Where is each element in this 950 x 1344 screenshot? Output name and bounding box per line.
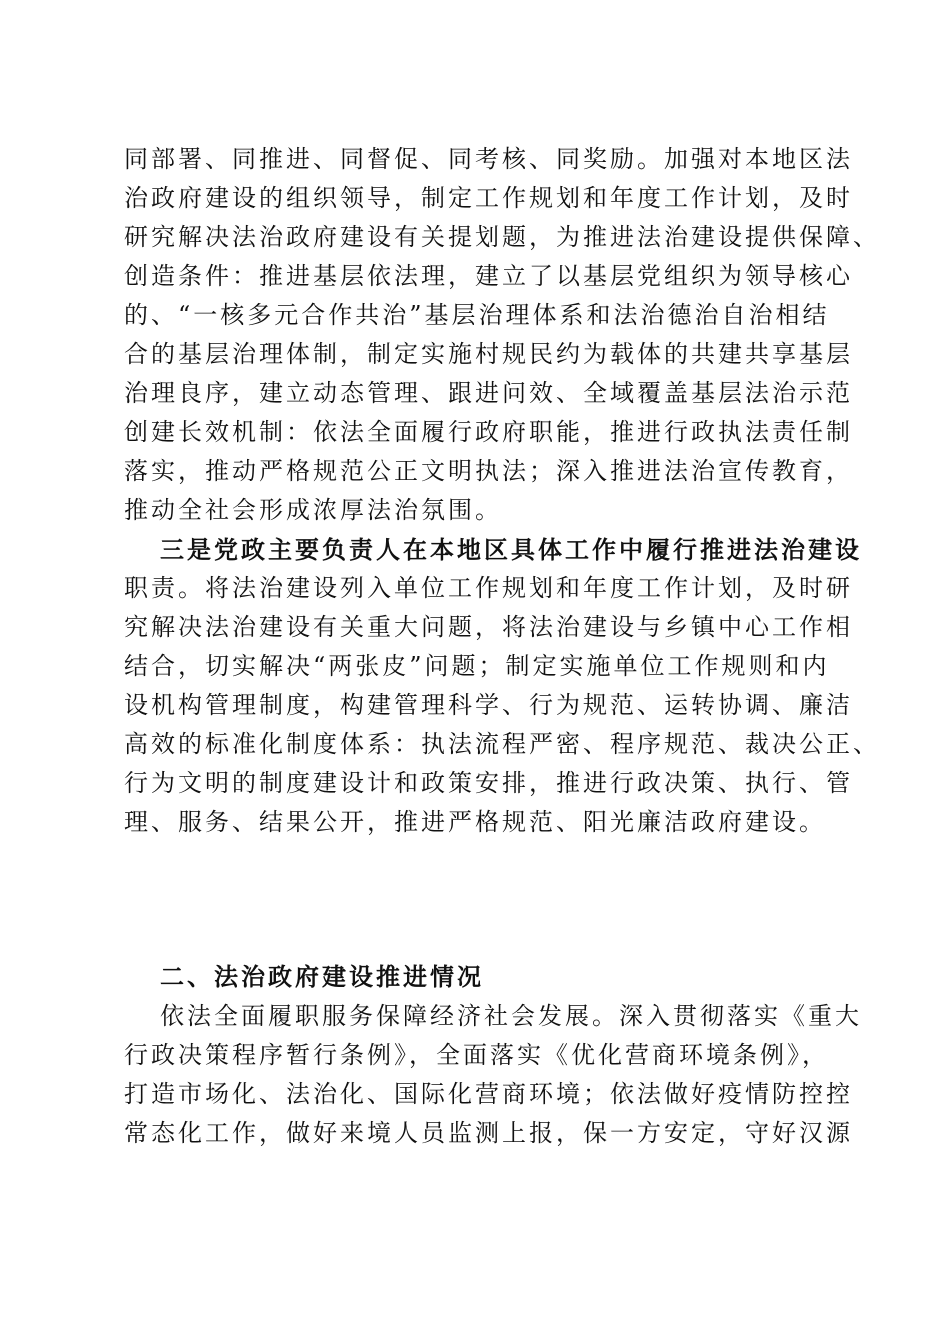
paragraph-2 xyxy=(124,530,880,842)
paragraph-lead-bold: 三是党政主要负责人在本地区具体工作中履行推进法治建设 xyxy=(160,535,862,564)
section-heading-block xyxy=(124,958,836,997)
paragraph-line: 职责。将法治建设列入单位工作规划和年度工作计划，及时研 xyxy=(124,574,853,602)
paragraph-line: 治政府建设的组织领导，制定工作规划和年度工作计划，及时 xyxy=(124,184,853,212)
paragraph-line: 究解决法治建设有关重大问题，将法治建设与乡镇中心工作相 xyxy=(124,613,853,641)
paragraph-line: 创建长效机制：依法全面履行政府职能，推进行政执法责任制 xyxy=(124,418,853,446)
paragraph-3 xyxy=(124,997,862,1153)
paragraph-line: 落实，推动严格规范公正文明执法；深入推进法治宣传教育， xyxy=(124,457,853,485)
paragraph-line: 打造市场化、法治化、国际化营商环境；依法做好疫情防控控 xyxy=(124,1080,853,1108)
section-heading: 二、法治政府建设推进情况 xyxy=(160,963,484,991)
paragraph-line: 设机构管理制度，构建管理科学、行为规范、运转协调、廉洁 xyxy=(124,691,853,719)
paragraph-line: 理、服务、结果公开，推进严格规范、阳光廉洁政府建设。 xyxy=(124,808,826,836)
paragraph-line: 行为文明的制度建设计和政策安排，推进行政决策、执行、管 xyxy=(124,769,853,797)
paragraph-line: 依法全面履职服务保障经济社会发展。深入贯彻落实《重大 xyxy=(160,1002,862,1030)
paragraph-line: 的、“一核多元合作共治”基层治理体系和法治德治自治相结 xyxy=(124,301,830,329)
paragraph-line: 推动全社会形成浓厚法治氛围。 xyxy=(124,496,502,524)
paragraph-first-line xyxy=(124,530,862,569)
paragraph-line: 高效的标准化制度体系：执法流程严密、程序规范、裁决公正、 xyxy=(124,730,880,758)
paragraph-1 xyxy=(124,140,880,530)
paragraph-line: 研究解决法治政府建设有关提划题，为推进法治建设提供保障、 xyxy=(124,223,880,251)
paragraph-line: 常态化工作，做好来境人员监测上报，保一方安定，守好汉源 xyxy=(124,1119,853,1147)
paragraph-line: 行政决策程序暂行条例》，全面落实《优化营商环境条例》， xyxy=(124,1041,829,1069)
paragraph-line: 合的基层治理体制，制定实施村规民约为载体的共建共享基层 xyxy=(124,340,853,368)
paragraph-line: 结合，切实解决“两张皮”问题；制定实施单位工作规则和内 xyxy=(124,652,830,680)
paragraph-line: 创造条件：推进基层依法理，建立了以基层党组织为领导核心 xyxy=(124,262,853,290)
paragraph-line: 同部署、同推进、同督促、同考核、同奖励。加强对本地区法 xyxy=(124,145,853,173)
paragraph-line: 治理良序，建立动态管理、跟进问效、全域覆盖基层法治示范 xyxy=(124,379,853,407)
